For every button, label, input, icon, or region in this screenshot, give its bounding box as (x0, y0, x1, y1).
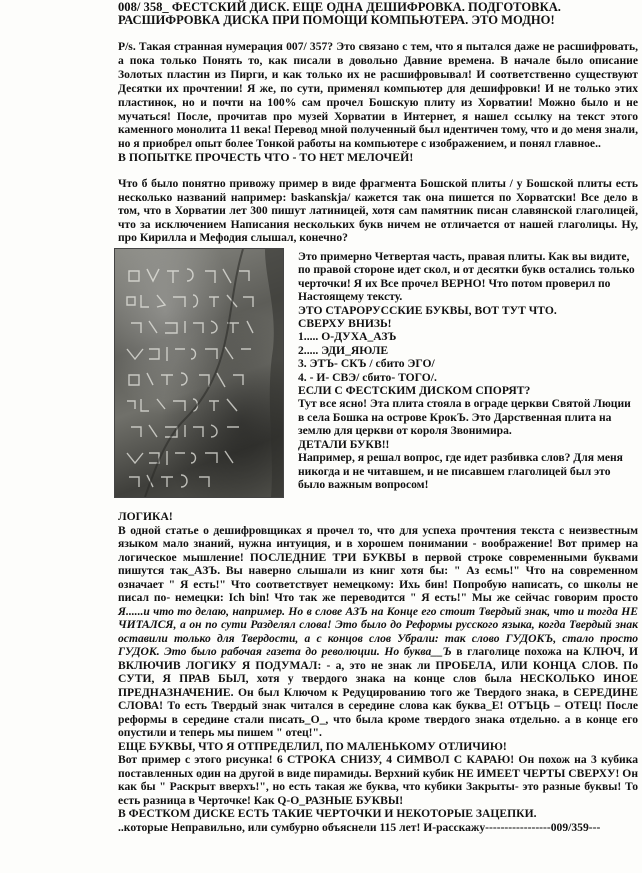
logic-text-end: в глаголице похожа на КЛЮЧ, И ВКЛЮЧИВ ЛОГИКУ Я ПОДУМАЛ: - а, это не знак ли ПРОБЕЛА, ИЛИ КОНЦА СЛОВ. По СУТИ, Я ПРАВ БЫЛ, хотя у твердого знака на конце слов была НЕСКОЛЬКО ИНОЕ ПРЕДНАЗНАЧЕНИЕ. Он был Ключом к Редуцированию того же Твердого знака, в СЕРЕДИНЕ СЛОВА! То есть Твердый знак читался в середине слова как буква_Е! ОТЪЦЬ – ОТЕЦ! После реформы в середине стали писать_О_, что была кроме твердого знака отдельно. а в конце его опустили и теперь мы пишем " отец!". (118, 645, 638, 739)
reading-list-item: 1..... О-ДУХА_АЗЪ (298, 330, 397, 344)
old-russian-letters-heading: ЭТО СТАРОРУССКИЕ БУКВЫ, ВОТ ТУТ ЧТО. (298, 303, 557, 317)
baska-tablet-photo (114, 248, 284, 498)
header-subtitle-line: РАСШИФРОВКА ДИСКА ПРИ ПОМОЩИ КОМПЬЮТЕРА. ЭТО МОДНО! (118, 13, 555, 28)
logic-text-start: В одной статье о дешифровщиках я прочел то, что для успеха прочтения текста с неизвестным языком мало знаний, нужна интуиция, и в хорошем понимании - воображение! Вот пример на логическое мышление! ПОСЛЕДНИЕ ТРИ БУКВЫ в первой строке современными буквами пишутся так_АЗЪ. Вы наверно слышали из книг хотя бы: " Аз есмь!" Что на современном означает " Я есть!" Что соответствует немецкому: Ихь бин! Попробую написать, со школы не писал по- немецки: Ich bin! Что так же переводится " Я есть!" Мы же сейчас говорим просто (118, 523, 638, 604)
document-header (118, 1, 634, 28)
more-letters-heading: ЕЩЕ БУКВЫ, ЧТО Я ОТПРЕДЕЛИЛ, ПО МАЛЕНЬКОМУ ОТЛИЧИЮ! (118, 739, 507, 753)
header-title-line: 008/ 358_ ФЕСТСКИЙ ДИСК. ЕЩЕ ОДНА ДЕШИФРОВКА. ПОДГОТОВКА. (118, 0, 561, 14)
reading-list-item: 2..... ЭДИ_ЯЮЛЕ (298, 343, 389, 357)
reading-list-item: 3. ЭТЪ- СКЪ / сбито ЭГО/ (298, 357, 435, 371)
logic-section (118, 510, 638, 834)
tablet-glyphs-illustration (115, 249, 283, 497)
tablet-history-paragraph: Тут все ясно! Эта плита стояла в ограде церкви Святой Люции в села Бошка на острове КрокЪ. Это Дарственная плита на землю для церкви от короля Звонимира. (298, 397, 631, 438)
phaistos-dispute-heading: ЕСЛИ С ФЕСТСКИМ ДИСКОМ СПОРЯТ? (298, 384, 531, 398)
word-division-paragraph: Например, я решал вопрос, где идет разбивка слов? Для меня никогда и не читавшем, и не писавшем глаголицей был это было важным вопросом! (298, 451, 623, 491)
reading-list-item: 4. - И- СВЭ/ сбито- ТОГО/. (298, 370, 437, 384)
intro-section (118, 40, 638, 165)
stone-intro-section (118, 177, 638, 245)
example-paragraph: Вот пример с этого рисунка! 6 СТРОКА СНИЗУ, 4 СИМВОЛ С КАРАЮ! Он похож на 3 кубика поставленных один на другой в виде пирамиды. Верхний кубик НЕ ИМЕЕТ ЧЕРТЫ СВЕРХУ! Он как бы " Раскрыт вверхъ!", но есть такая же буква, что кубики Закрыты- это разные буквы! То есть разница в Черточке! Как Q-O_РАЗНЫЕ БУКВЫ! (118, 753, 638, 807)
intro-heading: В ПОПЫТКЕ ПРОЧЕСТЬ ЧТО - ТО НЕТ МЕЛОЧЕЙ! (118, 150, 414, 165)
logic-heading: ЛОГИКА! (118, 510, 173, 523)
tablet-description-paragraph: Это примерно Четвертая часть, правая плиты. Как вы видите, по правой стороне идет скол, и от десятки букв остались только черточки! Я их Все прочел ВЕРНО! Что потом проверил по Настоящему тексту. (298, 250, 635, 304)
logic-text-italic: Я......и что то делаю, например. Но в слове АЗЪ на Конце его стоит Твердый знак, что и тогда НЕ ЧИТАЛСЯ, а он по сути Разделял слова! Это было до Реформы русского языка, когда Твердый знак оставили только для Твердости, а с концов слов Убрали: так слово ГУДОКЪ, стало просто ГУДОК. Это было рабочая газета до революции. Но буква__Ъ (118, 604, 638, 658)
top-to-bottom-heading: СВЕРХУ ВНИЗЬ! (298, 317, 392, 331)
reading-list (298, 330, 638, 384)
letter-details-heading: ДЕТАЛИ БУКВ!! (298, 437, 390, 451)
logic-paragraph (118, 524, 638, 740)
tablet-description-column (298, 250, 638, 491)
page-footer-line: ..которые Неправильно, или сумбурно объяснели 115 лет! И-расскажу-----------------009/359--- (118, 820, 601, 834)
intro-paragraph: P/s. Такая странная нумерация 007/ 357? Это связано с тем, что я пытался даже не расшифровать, а пока только Понять то, как писали в довольно Давние времена. В начале было описание Золотых пластин из Пирги, и как только их не расшифровывал! И соответственно существуют Десятки их прочтении! Я же, по сути, применял компьютер для дешифровки! И не только этих пластинок, но и почти на 100% сам прочел Бошскую плиту из Хорватии! Можно было и не мучаться! После, прочитав про музей Хорватии в Интернет, я нашел ссылку на текст этого каменного монолита 11 века! Перевод мной полученный был идентичен тому, что и до меня знали, но я приобрел опыт более Тонкой работы на компьютере с изображением, и понял главное.. (118, 40, 638, 151)
stone-intro-paragraph: Что б было понятно привожу пример в виде фрагмента Бошской плиты / у Бошской плиты есть несколько названий например: baskanskja/ кажется так она пишется по Хорватски! Все дело в том, что в Хорватии лет 300 пишут латиницей, хотя сам памятник писан славянской глаголицей, что за исключением Написания нескольких букв ничем не отличается от нашей глаголицы. Ну, про Кирилла и Мефодия слышал, конечно? (118, 177, 638, 245)
phaistos-marks-heading: В ФЕСТКОМ ДИСКЕ ЕСТЬ ТАКИЕ ЧЕРТОЧКИ И НЕКОТОРЫЕ ЗАЦЕПКИ. (118, 807, 537, 820)
